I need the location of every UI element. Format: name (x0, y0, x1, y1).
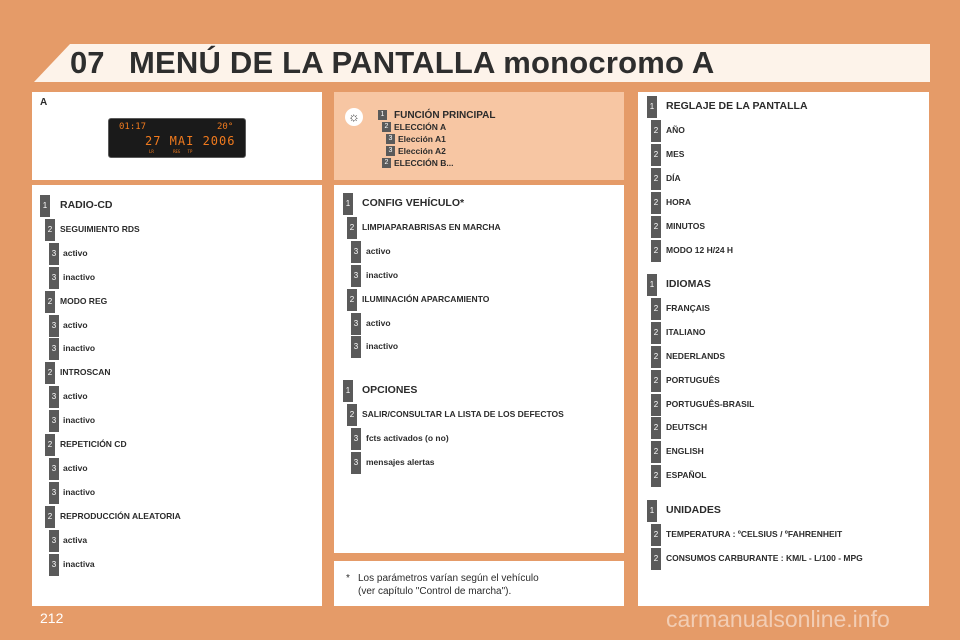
menu-item-label: mensajes alertas (366, 457, 435, 467)
menu-item-label: SEGUIMIENTO RDS (60, 223, 140, 234)
menu-item-label: inactivo (63, 271, 96, 282)
watermark: carmanualsonline.info (666, 606, 890, 632)
level-badge: 2 (347, 404, 357, 426)
level-badge: 2 (45, 506, 55, 528)
menu-item-label: CONFIG VEHÍCULO* (362, 197, 465, 209)
level-badge: 3 (49, 267, 59, 289)
menu-item-label: ILUMINACIÓN APARCAMIENTO (362, 293, 490, 304)
menu-item-label: inactivo (63, 415, 96, 426)
menu-item-label: PORTUGUÊS (666, 374, 720, 385)
menu-item-label: inactivo (63, 486, 96, 497)
page-title: MENÚ DE LA PANTALLA monocromo A (129, 45, 715, 80)
level-badge: 2 (651, 417, 661, 439)
menu-item-label: activo (63, 391, 88, 402)
level-badge: 3 (49, 243, 59, 265)
menu-item-label: ENGLISH (666, 446, 704, 457)
menu-item-label: inactivo (63, 343, 96, 354)
footnote-line-1: Los parámetros varían según el vehículo (358, 573, 539, 584)
level-badge: 2 (651, 524, 661, 546)
menu-item-label: OPCIONES (362, 384, 418, 396)
menu-item-label: MES (666, 149, 685, 159)
level-badge: 1 (343, 380, 353, 402)
display-small-text: LR REG TP (149, 149, 193, 154)
level-badge: 2 (651, 168, 661, 190)
display-time: 01:17 (119, 122, 147, 132)
page-number: 212 (40, 610, 64, 626)
menu-item-label: AÑO (666, 125, 685, 135)
level-badge: 2 (651, 192, 661, 214)
level-badge: 3 (49, 338, 59, 360)
level-badge: 3 (351, 313, 361, 335)
level-badge: 2 (651, 240, 661, 262)
menu-item-label: REPETICIÓN CD (60, 439, 127, 449)
level-badge: 3 (49, 410, 59, 432)
level-badge: 2 (347, 217, 357, 239)
menu-item-label: FRANÇAIS (666, 302, 710, 313)
level-badge: 2 (651, 394, 661, 416)
menu-item-label: MODO 12 H/24 H (666, 245, 734, 255)
menu-item-label: LIMPIAPARABRISAS EN MARCHA (362, 221, 501, 232)
level-badge: 2 (651, 298, 661, 320)
level-badge: 2 (651, 548, 661, 570)
menu-item-label: INTROSCAN (60, 367, 111, 378)
level-badge: 2 (347, 289, 357, 311)
level-badge: 3 (351, 241, 361, 263)
panel-letter: A (40, 97, 48, 108)
level-badge: 3 (49, 554, 59, 576)
monochrome-display (108, 118, 246, 158)
menu-item-label: REPRODUCCIÓN ALEATORIA (60, 510, 181, 521)
menu-item-label: RADIO-CD (60, 199, 113, 211)
level-badge: 1 (378, 110, 387, 120)
menu-item-label: NEDERLANDS (666, 350, 726, 361)
menu-item-label: ITALIANO (666, 326, 706, 337)
menu-item-label: CONSUMOS CARBURANTE : KM/L - L/100 - MPG (666, 553, 863, 563)
level-badge: 3 (49, 482, 59, 504)
menu-item-label: DÍA (666, 173, 681, 183)
level-badge: 1 (647, 96, 657, 118)
display-date: 27 MAI 2006 (145, 134, 236, 148)
menu-item-label: activo (63, 462, 88, 473)
main-function-panel (334, 92, 624, 180)
menu-item-label: IDIOMAS (666, 278, 711, 290)
menu-item-label: REGLAJE DE LA PANTALLA (666, 100, 808, 112)
level-badge: 1 (647, 500, 657, 522)
level-badge: 2 (651, 441, 661, 463)
level-badge: 2 (651, 120, 661, 142)
legend-item-label: ELECCIÓN A (394, 122, 447, 132)
menu-item-label: activo (63, 247, 88, 258)
level-badge: 2 (651, 346, 661, 368)
level-badge: 1 (343, 193, 353, 215)
menu-item-label: SALIR/CONSULTAR LA LISTA DE LOS DEFECTOS (362, 409, 564, 419)
footnote-symbol: * (346, 573, 350, 584)
menu-item-label: activo (366, 317, 391, 328)
level-badge: 3 (386, 146, 395, 156)
level-badge: 3 (49, 315, 59, 337)
menu-item-label: activa (63, 534, 88, 545)
menu-item-label: MODO REG (60, 295, 108, 306)
level-badge: 3 (49, 458, 59, 480)
menu-item-label: fcts activados (o no) (366, 433, 449, 443)
legend-item-label: ELECCIÓN B... (394, 158, 454, 168)
level-badge: 2 (45, 434, 55, 456)
menu-item-label: PORTUGUÊS-BRASIL (666, 398, 755, 409)
brightness-icon: ☼ (345, 108, 363, 126)
legend-item-label: Elección A1 (398, 134, 446, 144)
level-badge: 2 (651, 465, 661, 487)
footnote-line-2: (ver capítulo "Control de marcha"). (358, 586, 512, 597)
menu-item-label: activo (63, 319, 88, 330)
menu-item-label: inactivo (366, 269, 399, 280)
menu-item-label: ESPAÑOL (666, 470, 707, 481)
level-badge: 3 (351, 452, 361, 474)
level-badge: 3 (351, 428, 361, 450)
menu-item-label: TEMPERATURA : ºCELSIUS / ºFAHRENHEIT (666, 529, 843, 539)
level-badge: 3 (351, 336, 361, 358)
menu-item-label: HORA (666, 197, 692, 207)
level-badge: 2 (45, 219, 55, 241)
menu-item-label: MINUTOS (666, 221, 706, 231)
level-badge: 1 (40, 195, 50, 217)
level-badge: 3 (49, 530, 59, 552)
level-badge: 2 (382, 122, 391, 132)
level-badge: 2 (651, 144, 661, 166)
legend-item-label: Elección A2 (398, 146, 446, 156)
level-badge: 3 (49, 386, 59, 408)
menu-item-label: UNIDADES (666, 504, 721, 516)
level-badge: 2 (45, 362, 55, 384)
level-badge: 1 (647, 274, 657, 296)
legend-item-label: FUNCIÓN PRINCIPAL (394, 110, 496, 121)
menu-item-label: activo (366, 245, 391, 256)
menu-item-label: DEUTSCH (666, 422, 708, 433)
menu-item-label: inactiva (63, 558, 95, 569)
level-badge: 2 (45, 291, 55, 313)
level-badge: 3 (386, 134, 395, 144)
level-badge: 2 (651, 322, 661, 344)
chapter-number: 07 (70, 45, 105, 80)
level-badge: 3 (351, 265, 361, 287)
level-badge: 2 (651, 370, 661, 392)
level-badge: 2 (382, 158, 391, 168)
menu-item-label: inactivo (366, 341, 399, 352)
display-temperature: 20° (217, 122, 234, 132)
level-badge: 2 (651, 216, 661, 238)
